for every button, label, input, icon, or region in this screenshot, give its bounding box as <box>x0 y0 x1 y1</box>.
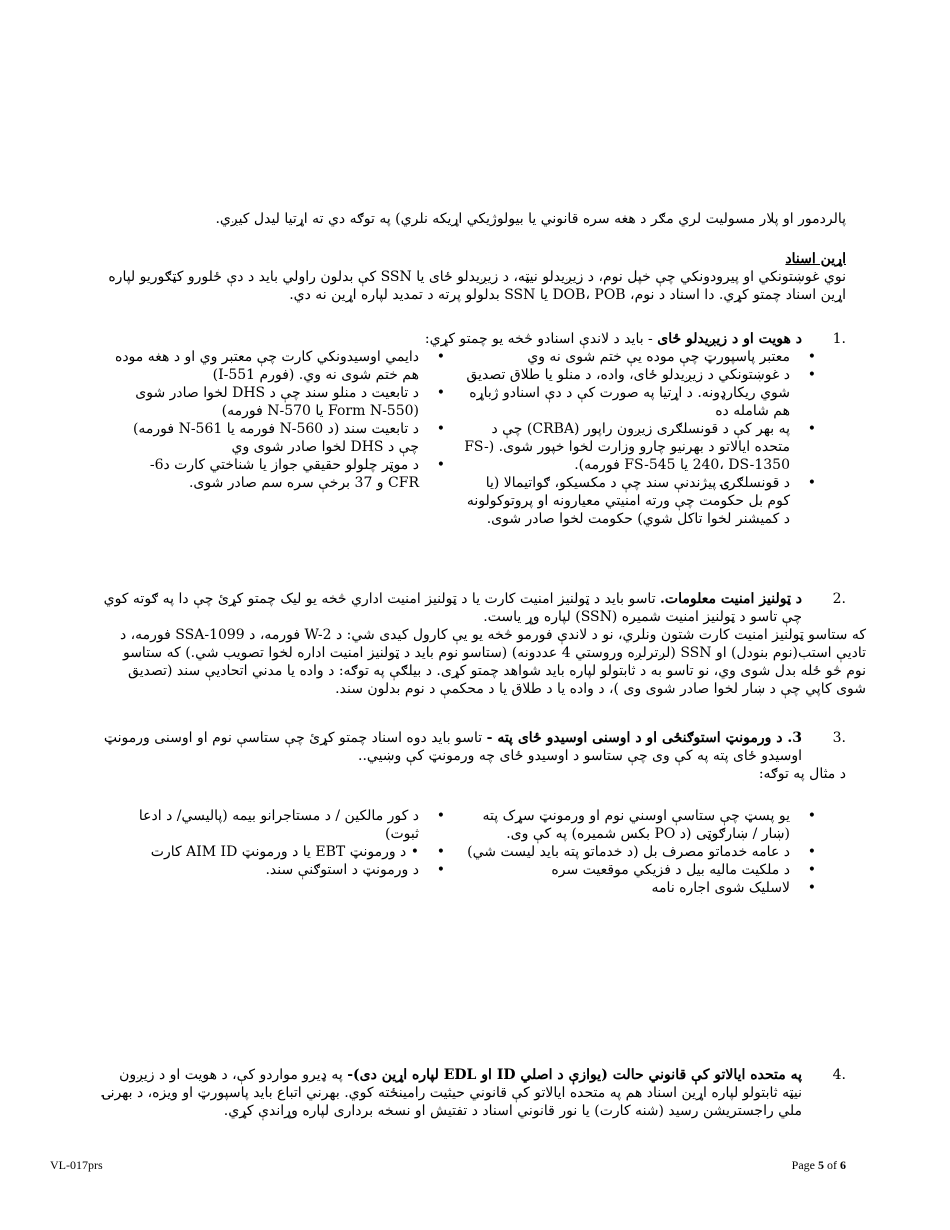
item-description: تاسو باید دوه اسناد چمتو کړئ چې ستاسې نوم او اوسنی ورمونټ اوسیدو ځای پته په کې وی چې ستاسو د اوسیدو ځای چه ورمونټ کې وښيي.. <box>103 730 802 764</box>
list-item: • • د ورمونټ EBT یا د ورمونټ AIM ID کارت <box>115 843 445 861</box>
item-number: 4. <box>832 1067 846 1083</box>
list-item: • د عامه خدماتو مصرف بل (د خدماتو پته باید لیست شي) <box>464 843 816 861</box>
item-identity <box>101 330 846 348</box>
item-description: - باید د لاندې اسنادو څخه یو چمتو کړي: <box>424 331 658 347</box>
item-description: تاسو باید د ټولنیز امنیت کارت یا د ټولنیز امنیت اداري څخه یو لیک چمتو کړئ چې دا په ګوته کوي چې تاسو د ټولنیز امنیت شمیره (SSN) لپاره وړ یاست. <box>103 591 802 625</box>
list-item: • د ملکیت مالیه بیل د فزیکي موقعیت سره <box>464 861 816 879</box>
identity-documents-left <box>115 348 445 492</box>
item-title: په متحده ایالاتو کې قانوني حالت (یوازې د اصلي ID او EDL لپاره اړین دی)- <box>347 1067 802 1083</box>
item-title: 3. د ورمونټ استوګنځی او د اوسنی اوسیدو ځای پته - <box>486 730 802 746</box>
item-residency <box>101 729 846 783</box>
intro-paragraph: پالردمور او پلار مسولیت لري مګر د هغه سره قانوني یا بیولوژیکي اړیکه نلري) په توګه دي ته اړتیا لیدل کیږي. <box>215 211 846 227</box>
item-title: د هویت او د زیږیدلو ځای <box>657 331 802 347</box>
example-label: د مثال په توګه: <box>758 766 846 782</box>
item-number: 3. <box>832 730 846 746</box>
page-number <box>792 1158 846 1172</box>
list-item: • لاسلیک شوی اجاره نامه <box>464 879 816 897</box>
page-current: 5 <box>818 1158 824 1172</box>
item-description: په ډیرو مواردو کې، د هویت او د زیږون نیټه ثابتولو لپاره اړین اسناد هم په متحده ایالاتو کې قانوني حیثیت رامینځته کوي. بهرني اتباع باید پاسپورټ او ویزه، د بهرنۍ ملي راجستریشن رسید (شنه کارت) یا نور قانوني اسناد د تفتیش او نسخه برداری لپاره وړاندې کړي. <box>102 1067 802 1119</box>
list-item: • دایمي اوسیدونکي کارت چې معتبر وي او د هغه موده هم ختم شوی نه وي. (فورم I-551) <box>115 348 445 384</box>
list-item: • معتبر پاسپورټ چې موده یې ختم شوی نه وي <box>464 348 816 366</box>
page-of: of <box>827 1158 837 1172</box>
ssn-alternatives-paragraph: که ستاسو ټولنیز امنیت کارت شتون ونلري، نو د لاندې فورمو څخه یو یې کارول کیدی شي: د W-2 فورمه، د SSA-1099 فورمه، د تادیې استب(نوم بنودل) او SSN (لږترلږه وروستي 4 عددونه) (ستاسو نوم باید د ټولنیز امنیت اداره لخوا تصویب شي.) که ستاسو نوم څو ځله بدل شوی وي، نو تاسو به د ثابتولو لپاره باید شواهد چمتو کړی. د بیلګې په توګه: د واده یا مدني اتحادیې سند (تصدیق شوی کاپي چې د ښار لخوا صادر شوی وی )، د واده یا د طلاق یا د محکمې د نوم بدلون سند. <box>119 627 866 697</box>
item-title: د ټولنیز امنیت معلومات. <box>660 591 802 607</box>
item-legal-status <box>101 1066 846 1120</box>
item-number: 1. <box>832 331 846 347</box>
list-item: • د کور مالکین / د مستاجرانو بیمه (پالیسي/ د ادعا ثبوت) <box>115 807 445 843</box>
form-id: VL-017prs <box>50 1158 103 1172</box>
residency-documents-left <box>115 807 445 879</box>
list-item: • یو پسټ چې ستاسې اوسني نوم او ورمونټ سړک پته (ښار / ښارګوټی (د PO بکس شمیره) په کې وی. <box>464 807 816 843</box>
page-total: 6 <box>840 1158 846 1172</box>
list-item: • د تابعیت د منلو سند چې د DHS لخوا صادر شوی (Form N-550 یا N-570 فورمه) <box>115 384 445 420</box>
list-item: • د ورمونټ د استوګنې سند. <box>115 861 445 879</box>
section-heading: اړین اسناد <box>785 251 846 267</box>
item-number: 2. <box>832 591 846 607</box>
item-social-security <box>101 590 866 698</box>
list-item: • د قونسلګرۍ پیژندنې سند چې د مکسیکو، ګواتیمالا (یا کوم بل حکومت چې ورته امنیتي معیارونه او پروتوکولونه د کمیشنر لخوا تاکل شوي) حکومت لخوا صادر شوی. <box>464 474 816 528</box>
page-label: Page <box>791 1158 815 1172</box>
list-item: • په بهر کې د قونسلګری زیږون راپور (CRBA) چې د متحده ایالاتو د بهرنیو چارو وزارت لخوا خپور شوی. (FS-240، DS-1350 یا FS-545 فورمه). <box>464 420 816 474</box>
list-item: • د غوښتونکي د زیږیدلو ځای، واده، د منلو یا طلاق تصدیق شوي ریکارډونه. د اړتیا په صورت کې د دې اسنادو ژباړه هم شامله ده <box>464 366 816 420</box>
residency-documents-right <box>464 807 816 897</box>
list-item: • د تابعیت سند (د N-560 فورمه یا N-561 فورمه) چې د DHS لخوا صادر شوی وي <box>115 420 445 456</box>
requirements-paragraph: نوي غوښتونکي او پیرودونکي چې خپل نوم، د زیږیدلو نیټه، د زیږیدلو ځای یا SSN کې بدلون راولي باید د دې ځلورو کټګوریو لپاره اړین اسناد چمتو کړي. دا اسناد د نوم، DOB، POB یا SSN بدلولو پرته د تمدید لپاره اړین نه دي. <box>108 269 846 303</box>
list-item: • د موټر چلولو حقیقي جواز یا شناختي کارت د6- CFR و 37 برخې سره سم صادر شوی. <box>115 456 445 492</box>
identity-documents-right <box>464 348 816 528</box>
